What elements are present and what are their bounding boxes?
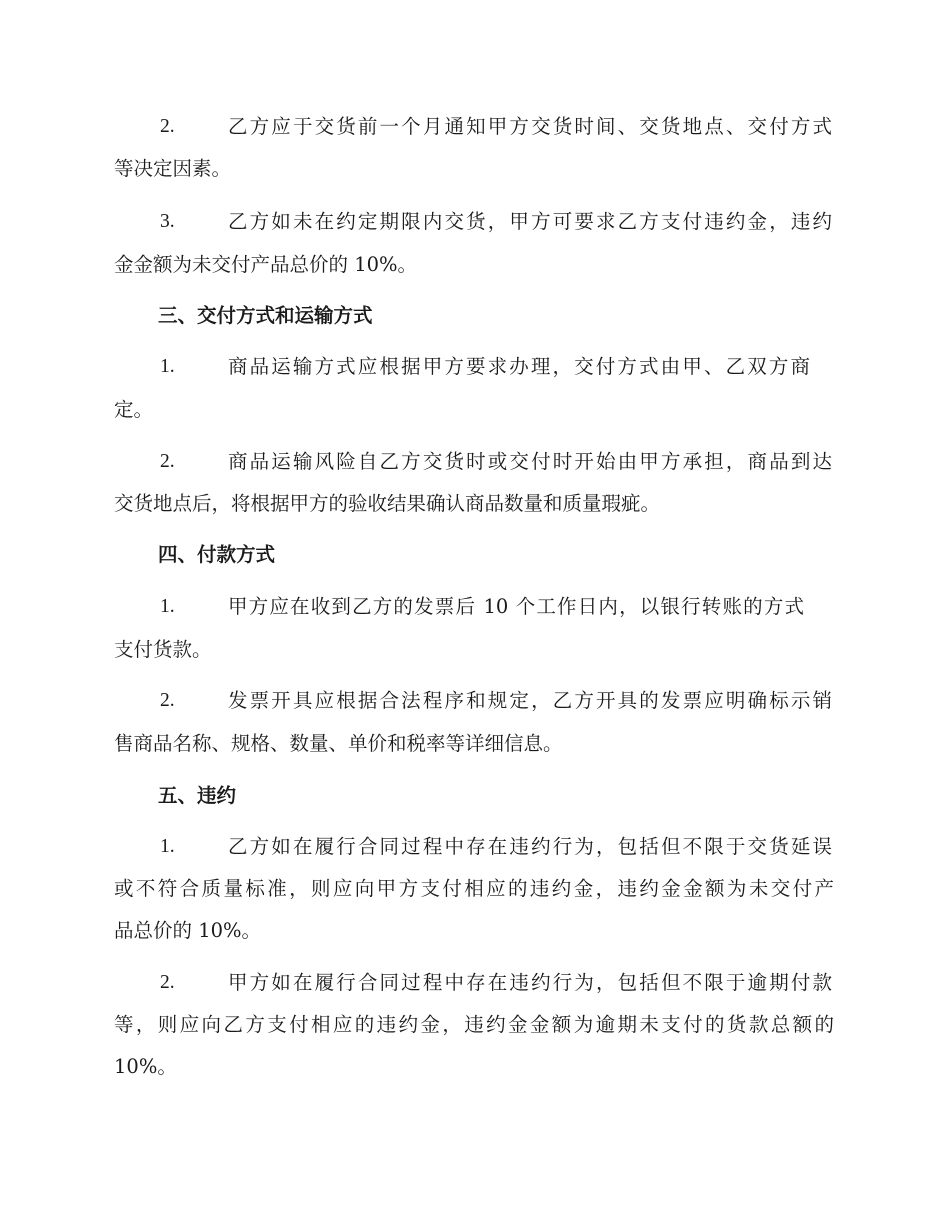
clause-text-line: 支付货款。 [114,638,212,661]
clause-number: 2. [160,972,175,993]
section-heading-5: 五、违约 [158,784,237,807]
clause-text-line: 等，则应向乙方支付相应的违约金，违约金金额为逾期未支付的货款总额的 [114,1013,834,1036]
clause-text-line: 售商品名称、规格、数量、单价和税率等详细信息。 [114,732,563,755]
clause-text-line: 或不符合质量标准，则应向甲方支付相应的违约金，违约金金额为未交付产 [114,877,834,900]
clause-number: 1. [160,356,175,377]
clause-text-line: 等决定因素。 [114,157,232,180]
clause-number: 1. [160,596,175,617]
clause-text-first-line: 商品运输风险自乙方交货时或交付时开始由甲方承担，商品到达 [228,450,832,473]
clause-number: 2. [160,451,175,472]
clause-text-first-line: 乙方如在履行合同过程中存在违约行为，包括但不限于交货延误 [228,835,832,858]
clause-text-first-line: 乙方如未在约定期限内交货，甲方可要求乙方支付违约金，违约 [228,210,832,233]
clause-number: 2. [160,690,175,711]
section-heading-4: 四、付款方式 [158,543,276,566]
clause-text-first-line: 甲方如在履行合同过程中存在违约行为，包括但不限于逾期付款 [228,971,832,994]
clause-number: 3. [160,211,175,232]
clause-text-first-line: 发票开具应根据合法程序和规定，乙方开具的发票应明确标示销 [228,689,832,712]
clause-text-line: 交货地点后，将根据甲方的验收结果确认商品数量和质量瑕疵。 [114,492,661,515]
clause-text-line: 金金额为未交付产品总价的 10%。 [114,253,418,276]
section-heading-3: 三、交付方式和运输方式 [158,304,373,327]
clause-text-line: 定。 [114,398,154,421]
clause-number: 2. [160,116,175,137]
clause-number: 1. [160,836,175,857]
clause-text-first-line: 乙方应于交货前一个月通知甲方交货时间、交货地点、交付方式 [228,115,832,138]
clause-text-first-line: 商品运输方式应根据甲方要求办理，交付方式由甲、乙双方商 [228,355,810,378]
clause-text-first-line: 甲方应在收到乙方的发票后 10 个工作日内，以银行转账的方式 [228,595,804,618]
clause-text-line: 10%。 [114,1055,177,1078]
clause-text-line: 品总价的 10%。 [114,919,262,942]
